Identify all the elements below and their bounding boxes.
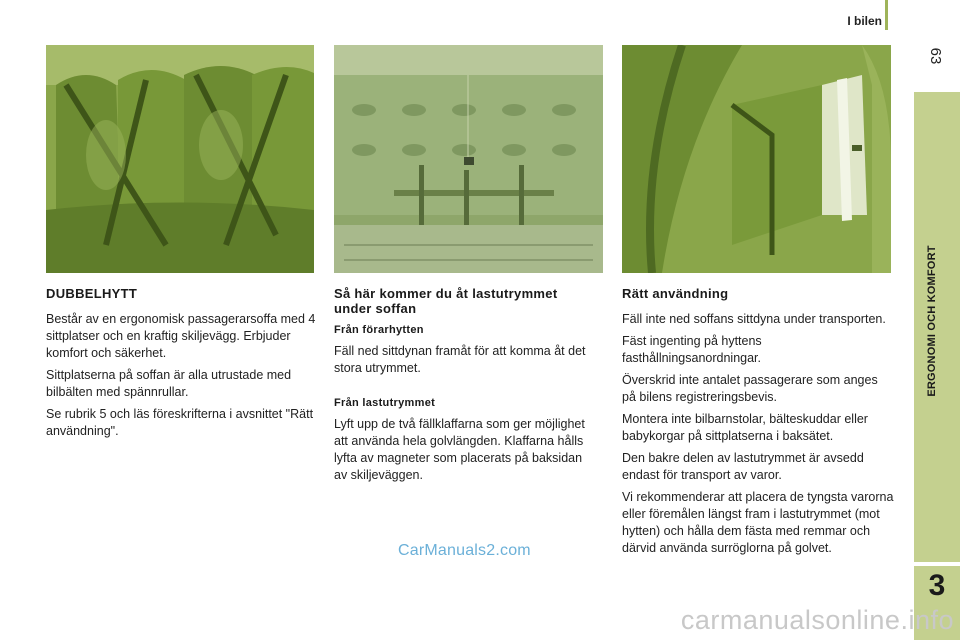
bench-seat-illustration (46, 45, 314, 273)
paragraph: Montera inte bilbarnstolar, bälteskuddar eller babykorgar på sittplatserna i baksätet. (622, 412, 868, 443)
chapter-number: 3 (928, 569, 946, 602)
header-divider (885, 0, 888, 30)
paragraph: Består av en ergonomisk passagerarsoffa med 4 sittplatser och en kraftig skiljevägg. Erbjuder komfort och säkerhet. (46, 312, 316, 360)
paragraph: Sittplatserna på soffan är alla utrustade med bilbälten med spännrullar. (46, 368, 292, 399)
chapter-side-tab (914, 92, 960, 562)
under-seat-storage-illustration (334, 45, 603, 273)
paragraph: Fäst ingenting på hyttens fasthållningsanordningar. (622, 334, 762, 365)
page-number: 63 (927, 47, 944, 65)
paragraph: Överskrid inte antalet passagerare som anges på bilens registreringsbevis. (622, 373, 878, 404)
subheading-from-cab: Från förarhytten (334, 324, 424, 336)
heading-storage-access: Så här kommer du åt lastutrymmet under soffan (334, 286, 558, 316)
column-storage-access (334, 286, 598, 489)
paragraph: Vi rekommenderar att placera de tyngsta varorna eller föremålen längst fram i lastutrymmet (mot hytten) och hålla dem fästa med remmar och därvid använda surröglorna på golvet. (622, 490, 894, 555)
column-correct-use (622, 286, 894, 562)
heading-correct-use: Rätt användning (622, 286, 729, 301)
chapter-title: ERGONOMI OCH KOMFORT (926, 245, 938, 397)
watermark-footer: carmanualsonline.info (680, 605, 954, 635)
paragraph: Den bakre delen av lastutrymmet är avsedd endast för transport av varor. (622, 451, 864, 482)
watermark-link[interactable]: CarManuals2.com (398, 542, 531, 559)
paragraph: Lyft upp de två fällklaffarna som ger möjlighet att använda hela golvlängden. Klaffarna hålls lyfta av magneter som placerats på baksidan av skiljeväggen. (334, 417, 585, 482)
section-title: I bilen (847, 14, 882, 28)
paragraph: Fäll inte ned soffans sittdyna under transporten. (622, 312, 886, 326)
folding-flap-illustration (622, 45, 891, 273)
subheading-from-cargo: Från lastutrymmet (334, 397, 436, 409)
paragraph: Se rubrik 5 och läs föreskrifterna i avsnittet "Rätt användning". (46, 407, 314, 438)
paragraph: Fäll ned sittdynan framåt för att komma åt det stora utrymmet. (334, 344, 586, 375)
heading-double-cab: DUBBELHYTT (46, 286, 138, 301)
column-double-cab (46, 286, 318, 445)
